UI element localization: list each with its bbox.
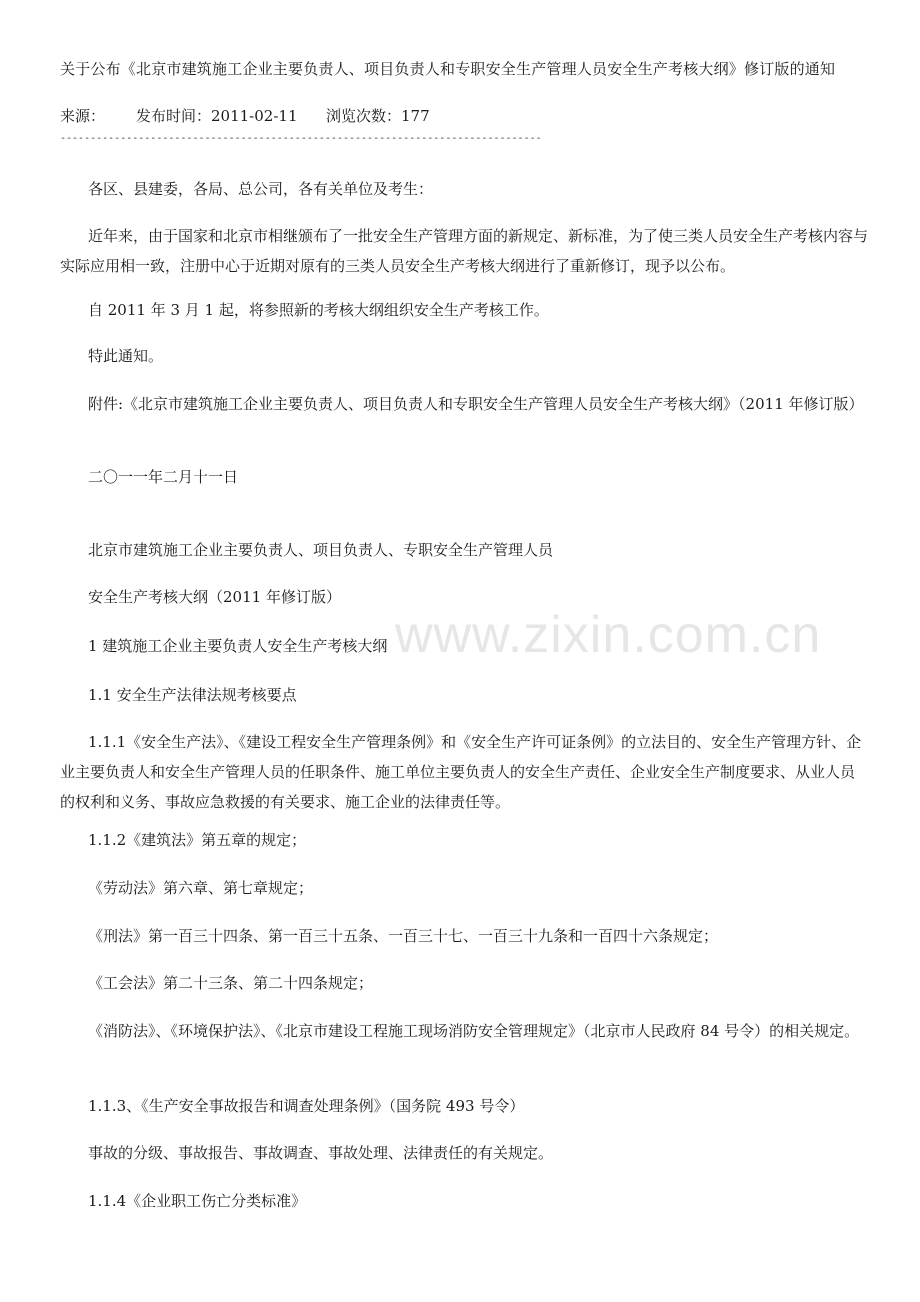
watermark: www.zixin.com.cn	[395, 606, 822, 664]
outline-heading-2: 安全生产考核大纲（2011 年修订版）	[88, 588, 341, 606]
paragraph-date: 二〇一一年二月十一日	[88, 468, 239, 486]
paragraph-effective-date: 自 2011 年 3 月 1 起，将参照新的考核大纲组织安全生产考核工作。	[88, 301, 549, 319]
labor-law-item: 《劳动法》第六章、第七章规定；	[88, 879, 314, 897]
section-1-1-3-detail: 事故的分级、事故报告、事故调查、事故处理、法律责任的有关规定。	[88, 1144, 554, 1162]
union-law-item: 《工会法》第二十三条、第二十四条规定；	[88, 974, 374, 992]
section-1-1-2: 1.1.2《建筑法》第五章的规定；	[88, 831, 307, 849]
publish-date: 发布时间：2011-02-11	[136, 107, 298, 125]
document-title: 关于公布《北京市建筑施工企业主要负责人、项目负责人和专职安全生产管理人员安全生产考核大纲》修订版的通知	[60, 60, 836, 78]
section-1-heading: 1 建筑施工企业主要负责人安全生产考核大纲	[88, 637, 388, 655]
paragraph-notice: 特此通知。	[88, 347, 164, 365]
salutation: 各区、县建委，各局、总公司，各有关单位及考生：	[88, 180, 434, 198]
meta-line	[60, 106, 880, 126]
paragraph-attachment: 附件:《北京市建筑施工企业主要负责人、项目负责人和专职安全生产管理人员安全生产考核大纲》（2011 年修订版）	[88, 395, 864, 413]
fire-law-item: 《消防法》、《环境保护法》、《北京市建设工程施工现场消防安全管理规定》（北京市人民政府 84 号令）的相关规定。	[88, 1022, 860, 1040]
section-1-1-1: 1.1.1《安全生产法》、《建设工程安全生产管理条例》和《安全生产许可证条例》的立法目的、安全生产管理方针、企业主要负责人和安全生产管理人员的任职条件、施工单位主要负责人的安全生产责任、企业安全生产制度要求、从业人员的权利和义务、事故应急救援的有关要求、施工企业的法律责任等。	[60, 733, 862, 811]
section-1-1-heading: 1.1 安全生产法律法规考核要点	[88, 686, 297, 704]
section-1-1-3: 1.1.3、《生产安全事故报告和调查处理条例》（国务院 493 号令）	[88, 1097, 525, 1115]
divider-line: --------------------------------------------------------------------------------	[60, 133, 542, 144]
outline-heading-1: 北京市建筑施工企业主要负责人、项目负责人、专职安全生产管理人员	[88, 541, 554, 559]
view-count: 浏览次数：177	[326, 107, 430, 125]
section-1-1-4: 1.1.4《企业职工伤亡分类标准》	[88, 1192, 307, 1210]
paragraph-intro: 近年来，由于国家和北京市相继颁布了一批安全生产管理方面的新规定、新标准，为了使三类人员安全生产考核内容与实际应用相一致，注册中心于近期对原有的三类人员安全生产考核大纲进行了重新修订，现予以公布。	[60, 227, 869, 275]
source-label: 来源：	[60, 107, 106, 125]
criminal-law-item: 《刑法》第一百三十四条、第一百三十五条、一百三十七、一百三十九条和一百四十六条规定；	[88, 927, 719, 945]
